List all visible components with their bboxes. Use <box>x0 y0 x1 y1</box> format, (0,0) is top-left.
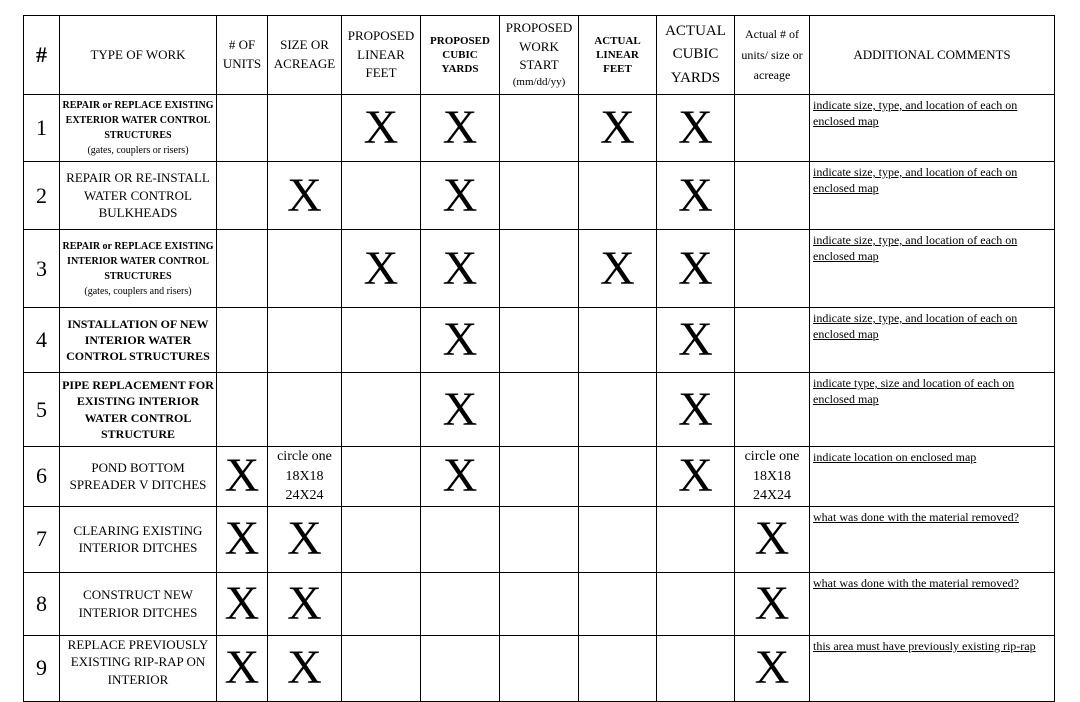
table-row <box>24 635 1055 701</box>
size-circle-one-cell[interactable]: circle one 18X18 24X24 <box>268 447 342 507</box>
actual-cubic-yards-cell[interactable]: X <box>657 230 735 308</box>
comment-text: indicate size, type, and location of each on enclosed map <box>813 165 1018 196</box>
type-of-work-cell: REPAIR or REPLACE EXISTING INTERIOR WATER CONTROL STRUCTURES (gates, couplers and risers) <box>60 230 217 308</box>
row-number: 4 <box>24 308 60 373</box>
actual-cubic-yards-cell[interactable] <box>657 635 735 701</box>
proposed-cubic-yards-cell[interactable]: X <box>421 373 500 447</box>
proposed-linear-feet-cell[interactable] <box>342 635 421 701</box>
proposed-linear-feet-cell[interactable]: X <box>342 230 421 308</box>
header-type-of-work: TYPE OF WORK <box>60 16 217 95</box>
comment-cell <box>810 308 1055 373</box>
proposed-start-cell[interactable] <box>500 308 579 373</box>
row-number: 2 <box>24 162 60 230</box>
actual-cubic-yards-cell[interactable]: X <box>657 447 735 507</box>
header-actual-linear-feet: ACTUAL LINEAR FEET <box>579 16 657 95</box>
size-cell[interactable]: X <box>268 635 342 701</box>
proposed-linear-feet-cell[interactable] <box>342 506 421 572</box>
comment-text: indicate size, type, and location of each on enclosed map <box>813 233 1018 264</box>
proposed-cubic-yards-cell[interactable]: X <box>421 308 500 373</box>
size-cell[interactable]: X <box>268 162 342 230</box>
actual-linear-feet-cell[interactable] <box>579 635 657 701</box>
actual-units-cell[interactable]: X <box>735 572 810 635</box>
comment-text: what was done with the material removed? <box>813 575 1019 590</box>
type-of-work-cell: CLEARING EXISTING INTERIOR DITCHES <box>60 506 217 572</box>
proposed-start-cell[interactable] <box>500 506 579 572</box>
size-cell[interactable] <box>268 95 342 162</box>
actual-units-cell[interactable] <box>735 308 810 373</box>
header-additional-comments: ADDITIONAL COMMENTS <box>810 16 1055 95</box>
actual-units-cell[interactable]: X <box>735 635 810 701</box>
comment-cell <box>810 95 1055 162</box>
proposed-start-cell[interactable] <box>500 635 579 701</box>
header-row <box>24 16 1055 95</box>
actual-units-cell[interactable] <box>735 230 810 308</box>
units-cell[interactable] <box>217 95 268 162</box>
actual-linear-feet-cell[interactable] <box>579 572 657 635</box>
actual-linear-feet-cell[interactable] <box>579 308 657 373</box>
actual-units-cell[interactable] <box>735 373 810 447</box>
comment-cell <box>810 373 1055 447</box>
header-proposed-linear-feet: PROPOSED LINEAR FEET <box>342 16 421 95</box>
actual-cubic-yards-cell[interactable]: X <box>657 308 735 373</box>
units-cell[interactable]: X <box>217 635 268 701</box>
row-number: 5 <box>24 373 60 447</box>
table-row <box>24 230 1055 308</box>
table-row <box>24 506 1055 572</box>
size-cell[interactable] <box>268 308 342 373</box>
proposed-linear-feet-cell[interactable] <box>342 308 421 373</box>
actual-linear-feet-cell[interactable]: X <box>579 230 657 308</box>
comment-cell <box>810 162 1055 230</box>
comment-cell <box>810 230 1055 308</box>
actual-units-cell[interactable]: X <box>735 506 810 572</box>
type-of-work-cell: CONSTRUCT NEW INTERIOR DITCHES <box>60 572 217 635</box>
units-cell[interactable]: X <box>217 506 268 572</box>
proposed-cubic-yards-cell[interactable]: X <box>421 230 500 308</box>
proposed-cubic-yards-cell[interactable]: X <box>421 447 500 507</box>
proposed-linear-feet-cell[interactable] <box>342 373 421 447</box>
proposed-start-cell[interactable] <box>500 95 579 162</box>
units-cell[interactable] <box>217 162 268 230</box>
row-number: 6 <box>24 447 60 507</box>
row-number: 8 <box>24 572 60 635</box>
comment-cell <box>810 572 1055 635</box>
type-of-work-cell: REPAIR OR RE-INSTALL WATER CONTROL BULKHEADS <box>60 162 217 230</box>
type-of-work-cell: INSTALLATION OF NEW INTERIOR WATER CONTROL STRUCTURES <box>60 308 217 373</box>
actual-linear-feet-cell[interactable] <box>579 162 657 230</box>
actual-cubic-yards-cell[interactable]: X <box>657 373 735 447</box>
size-cell[interactable] <box>268 373 342 447</box>
table-row <box>24 373 1055 447</box>
comment-text: what was done with the material removed? <box>813 509 1019 524</box>
units-cell[interactable]: X <box>217 447 268 507</box>
size-cell[interactable] <box>268 230 342 308</box>
actual-cubic-yards-cell[interactable] <box>657 506 735 572</box>
proposed-linear-feet-cell[interactable] <box>342 572 421 635</box>
type-of-work-cell: REPAIR or REPLACE EXISTING EXTERIOR WATER CONTROL STRUCTURES (gates, couplers or risers) <box>60 95 217 162</box>
proposed-start-cell[interactable] <box>500 230 579 308</box>
proposed-start-cell[interactable] <box>500 373 579 447</box>
actual-cubic-yards-cell[interactable] <box>657 572 735 635</box>
comment-text: indicate type, size and location of each on enclosed map <box>813 376 1015 407</box>
header-proposed-work-start: PROPOSED WORK START (mm/dd/yy) <box>500 16 579 95</box>
comment-text: indicate size, type, and location of each on enclosed map <box>813 311 1018 342</box>
units-cell[interactable] <box>217 230 268 308</box>
comment-text: indicate size, type, and location of each on enclosed map <box>813 98 1018 129</box>
header-actual-units: Actual # of units/ size or acreage <box>735 16 810 95</box>
comment-text: indicate location on enclosed map <box>813 450 977 464</box>
proposed-start-cell[interactable] <box>500 447 579 507</box>
work-table <box>23 15 1055 702</box>
actual-linear-feet-cell[interactable]: X <box>579 95 657 162</box>
actual-cubic-yards-cell[interactable]: X <box>657 95 735 162</box>
units-cell[interactable]: X <box>217 572 268 635</box>
type-of-work-cell: REPLACE PREVIOUSLY EXISTING RIP-RAP ON INTERIOR <box>60 635 217 701</box>
actual-cubic-yards-cell[interactable]: X <box>657 162 735 230</box>
header-number: # <box>24 16 60 95</box>
comment-cell <box>810 506 1055 572</box>
units-cell[interactable] <box>217 308 268 373</box>
proposed-cubic-yards-cell[interactable]: X <box>421 95 500 162</box>
type-of-work-cell: POND BOTTOM SPREADER V DITCHES <box>60 447 217 507</box>
proposed-cubic-yards-cell[interactable]: X <box>421 162 500 230</box>
proposed-start-cell[interactable] <box>500 572 579 635</box>
comment-cell <box>810 447 1055 507</box>
actual-linear-feet-cell[interactable] <box>579 373 657 447</box>
size-cell[interactable]: X <box>268 506 342 572</box>
header-actual-cubic-yards: ACTUAL CUBIC YARDS <box>657 16 735 95</box>
row-number: 1 <box>24 95 60 162</box>
header-units: # OF UNITS <box>217 16 268 95</box>
header-proposed-cubic-yards: PROPOSED CUBIC YARDS <box>421 16 500 95</box>
row-number: 9 <box>24 635 60 701</box>
units-cell[interactable] <box>217 373 268 447</box>
proposed-cubic-yards-cell[interactable] <box>421 506 500 572</box>
actual-units-cell[interactable] <box>735 95 810 162</box>
proposed-cubic-yards-cell[interactable] <box>421 635 500 701</box>
table-row <box>24 572 1055 635</box>
row-number: 3 <box>24 230 60 308</box>
actual-circle-one-cell[interactable]: circle one 18X18 24X24 <box>735 447 810 507</box>
table-row <box>24 308 1055 373</box>
comment-cell <box>810 635 1055 701</box>
size-cell[interactable]: X <box>268 572 342 635</box>
table-row <box>24 162 1055 230</box>
proposed-cubic-yards-cell[interactable] <box>421 572 500 635</box>
comment-text: this area must have previously existing rip-rap <box>813 638 1036 653</box>
actual-units-cell[interactable] <box>735 162 810 230</box>
row-number: 7 <box>24 506 60 572</box>
actual-linear-feet-cell[interactable] <box>579 506 657 572</box>
proposed-linear-feet-cell[interactable] <box>342 447 421 507</box>
table-row <box>24 447 1055 507</box>
proposed-linear-feet-cell[interactable] <box>342 162 421 230</box>
proposed-start-cell[interactable] <box>500 162 579 230</box>
actual-linear-feet-cell[interactable] <box>579 447 657 507</box>
table-row <box>24 95 1055 162</box>
type-of-work-cell: PIPE REPLACEMENT FOR EXISTING INTERIOR WATER CONTROL STRUCTURE <box>60 373 217 447</box>
header-size: SIZE OR ACREAGE <box>268 16 342 95</box>
proposed-linear-feet-cell[interactable]: X <box>342 95 421 162</box>
